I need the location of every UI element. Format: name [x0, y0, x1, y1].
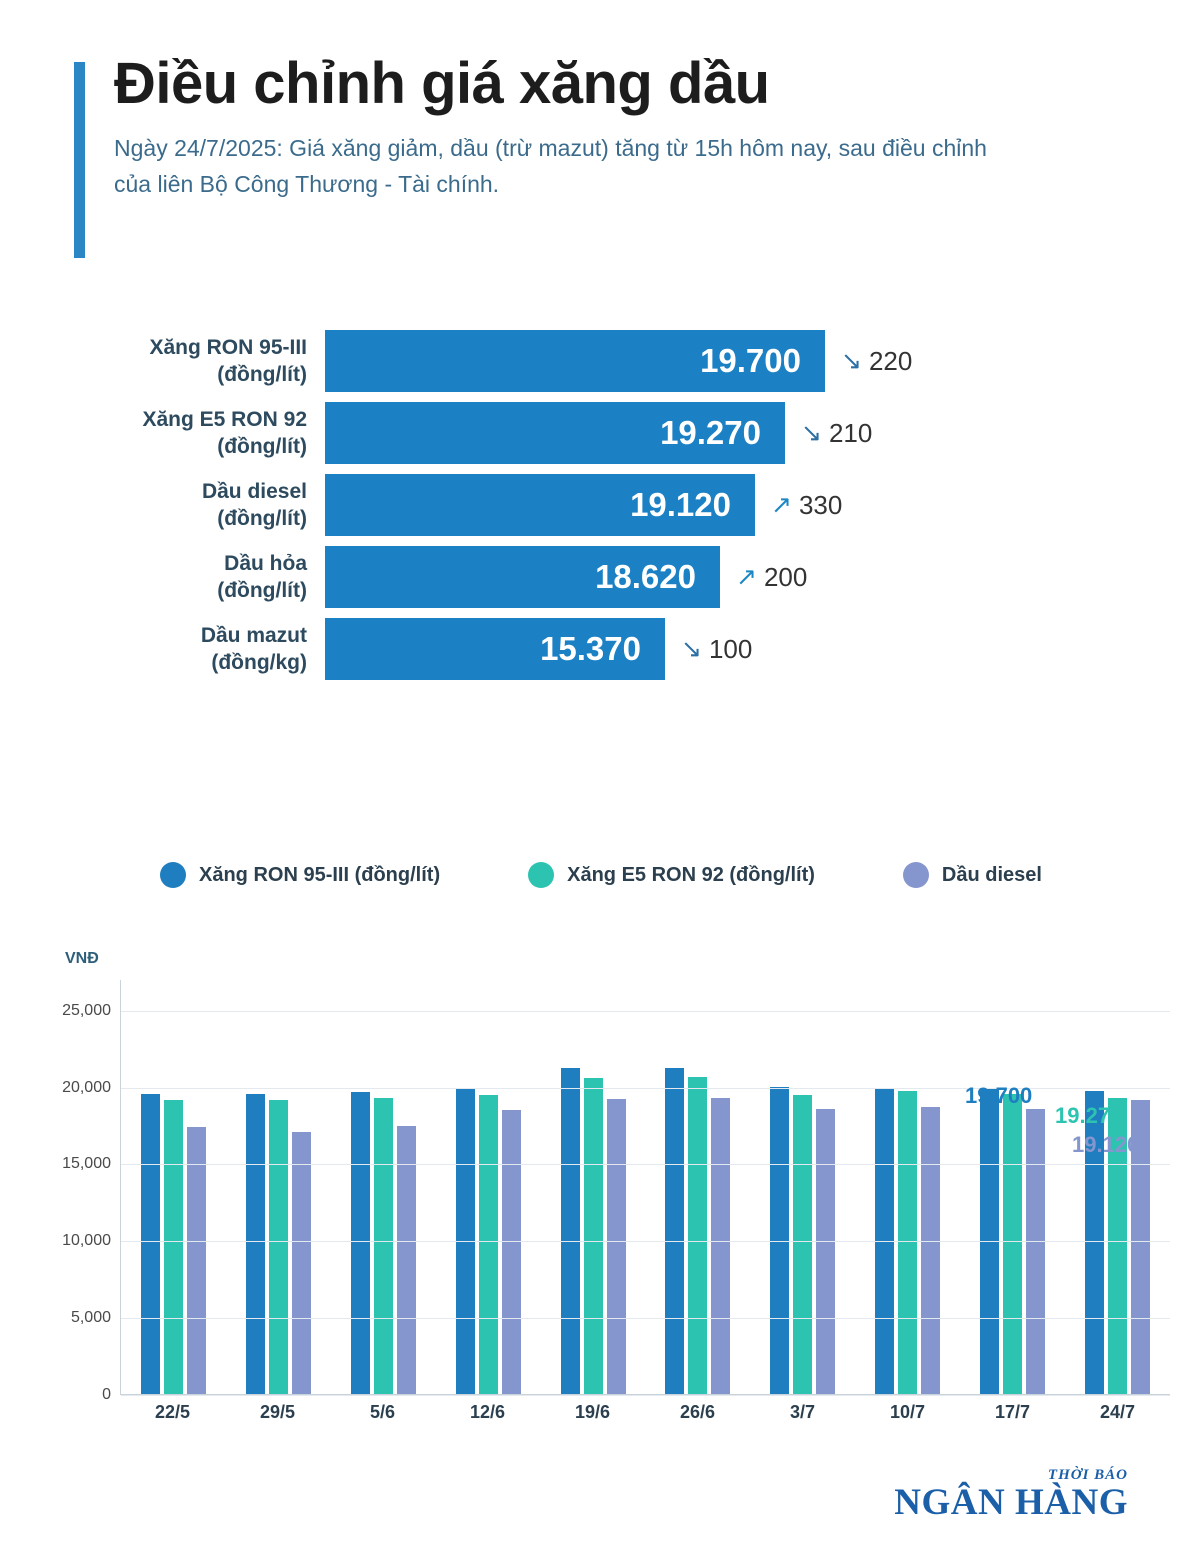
chart-bar-group: [541, 980, 646, 1394]
summary-bar-value: 15.370: [540, 630, 641, 667]
y-axis-unit-label: VNĐ: [65, 950, 99, 967]
legend-dot-icon: [528, 862, 554, 888]
price-history-chart: [60, 940, 1170, 1460]
y-axis-tick-label: 0: [102, 1386, 111, 1403]
arrow-down-icon: ↘: [681, 635, 702, 663]
chart-bar-group: [436, 980, 541, 1394]
summary-bar-row: [120, 474, 1110, 536]
summary-bar-delta: [771, 490, 842, 521]
chart-bar-group: [960, 980, 1065, 1394]
y-axis-tick-label: 25,000: [62, 1001, 111, 1019]
grid-line: [70, 1309, 1170, 1327]
summary-bar-label: [120, 622, 325, 677]
y-axis-tick-label: 20,000: [62, 1078, 111, 1096]
summary-bar-delta: [681, 634, 752, 665]
chart-bar: [898, 1091, 917, 1394]
delta-value: 330: [798, 489, 843, 520]
summary-bar-row: [120, 330, 1110, 392]
chart-bar: [1026, 1109, 1045, 1394]
delta-value: 210: [828, 417, 873, 448]
summary-bar-fill: [325, 402, 785, 464]
chart-bar: [793, 1095, 812, 1394]
summary-bar-row: [120, 546, 1110, 608]
legend-item-e5ron92: [528, 862, 815, 888]
chart-bar: [269, 1100, 288, 1394]
x-axis-tick-label: 22/5: [154, 1402, 191, 1422]
legend-item-diesel: [903, 862, 1042, 888]
fuel-unit: (đồng/lít): [217, 435, 307, 458]
summary-bar-fill: [325, 546, 720, 608]
arrow-up-icon: ↗: [771, 491, 792, 519]
publisher-logo: [894, 1467, 1128, 1523]
annotation-diesel: 19.120: [1072, 1132, 1140, 1157]
annotation-e5ron92: 19.270: [1055, 1103, 1123, 1128]
fuel-name: Dầu diesel: [201, 479, 307, 503]
chart-bar: [688, 1077, 707, 1394]
header: [74, 52, 1124, 202]
page-subtitle: Ngày 24/7/2025: Giá xăng giảm, dầu (trừ mazut) tăng từ 15h hôm nay, sau điều chỉnh của liên Bộ Công Thương - Tài chính.: [114, 134, 987, 197]
legend-item-ron95: [160, 862, 440, 888]
summary-bar-value: 19.120: [630, 486, 731, 523]
fuel-name: Dầu hỏa: [224, 551, 307, 575]
summary-bar-label: [120, 550, 325, 605]
chart-bar-group: [121, 980, 226, 1394]
chart-bar: [607, 1099, 626, 1394]
delta-value: 200: [763, 561, 808, 592]
chart-bar: [584, 1078, 603, 1394]
x-axis-tick-label: 26/6: [679, 1402, 716, 1422]
legend-dot-icon: [160, 862, 186, 888]
x-axis-tick-label: 17/7: [994, 1402, 1031, 1422]
x-axis-tick-label: 5/6: [369, 1402, 396, 1422]
logo-main-text: NGÂN HÀNG: [894, 1482, 1128, 1524]
summary-bar-fill: [325, 618, 665, 680]
chart-plot-area: [62, 980, 1170, 1403]
summary-bar-value: 19.270: [660, 414, 761, 451]
chart-bar: [397, 1126, 416, 1394]
chart-bar-group: [1065, 980, 1170, 1394]
x-axis-tick-label: 29/5: [259, 1402, 296, 1422]
chart-bar: [479, 1095, 498, 1394]
legend-label: Xăng E5 RON 92 (đồng/lít): [567, 863, 815, 886]
chart-bar: [246, 1094, 265, 1394]
summary-bar-value: 19.700: [700, 342, 801, 379]
summary-bar-delta: [841, 346, 912, 377]
logo-top-text: THỜI BÁO: [1047, 1467, 1128, 1484]
chart-bar-group: [226, 980, 331, 1394]
summary-bar-list: [120, 330, 1110, 690]
chart-bar: [1003, 1094, 1022, 1394]
summary-bar-row: [120, 402, 1110, 464]
arrow-down-icon: ↘: [841, 347, 862, 375]
chart-bar: [711, 1098, 730, 1394]
grid-line: [62, 1155, 1170, 1173]
grid-line: [62, 1001, 1170, 1019]
annotation-ron95: 19.700: [965, 1083, 1033, 1108]
chart-bar: [561, 1068, 580, 1394]
x-axis-tick-label: 19/6: [574, 1402, 611, 1422]
chart-bar-group: [855, 980, 960, 1394]
chart-bar: [351, 1092, 370, 1394]
chart-bar: [141, 1094, 160, 1394]
chart-bar: [921, 1107, 940, 1394]
chart-bar-group: [646, 980, 751, 1394]
fuel-name: Xăng RON 95-III: [149, 335, 307, 359]
fuel-unit: (đồng/lít): [217, 363, 307, 386]
x-axis-tick-label: 3/7: [789, 1402, 816, 1422]
summary-bar-value: 18.620: [595, 558, 696, 595]
summary-bar-fill: [325, 330, 825, 392]
legend-label: Xăng RON 95-III (đồng/lít): [199, 863, 441, 886]
summary-bar-label: [120, 334, 325, 389]
delta-value: 220: [868, 345, 913, 376]
chart-bar: [187, 1127, 206, 1394]
chart-bar: [164, 1100, 183, 1394]
chart-bar-groups: [121, 980, 1170, 1394]
page-title: Điều chỉnh giá xăng dầu: [114, 51, 770, 116]
fuel-unit: (đồng/lít): [217, 507, 307, 530]
grid-line: [62, 1232, 1170, 1250]
chart-bar: [816, 1109, 835, 1394]
summary-bar-label: [120, 406, 325, 461]
grid-line: [102, 1386, 1170, 1403]
delta-value: 100: [708, 633, 753, 664]
y-axis-tick-label: 5,000: [70, 1309, 111, 1327]
summary-bar-delta: [736, 562, 807, 593]
chart-bar: [374, 1098, 393, 1394]
chart-bar-group: [331, 980, 436, 1394]
summary-bar-row: [120, 618, 1110, 680]
x-axis-labels: [120, 1402, 1170, 1423]
summary-bar-fill: [325, 474, 755, 536]
chart-legend: [160, 862, 1130, 888]
summary-bar-label: [120, 478, 325, 533]
fuel-unit: (đồng/kg): [211, 651, 307, 674]
x-axis-tick-label: 10/7: [889, 1402, 926, 1422]
header-accent-bar: [74, 62, 85, 258]
arrow-up-icon: ↗: [736, 563, 757, 591]
x-axis-tick-label: 12/6: [469, 1402, 506, 1422]
x-axis-tick-label: 24/7: [1099, 1402, 1136, 1422]
chart-bar: [665, 1068, 684, 1394]
summary-bar-delta: [801, 418, 872, 449]
chart-bar: [502, 1110, 521, 1394]
arrow-down-icon: ↘: [801, 419, 822, 447]
legend-dot-icon: [903, 862, 929, 888]
y-axis-tick-label: 10,000: [62, 1232, 111, 1250]
chart-bar: [292, 1132, 311, 1394]
y-axis-tick-label: 15,000: [62, 1155, 111, 1173]
chart-bar-group: [750, 980, 855, 1394]
legend-label: Dầu diesel: [941, 863, 1042, 886]
fuel-unit: (đồng/lít): [217, 579, 307, 602]
fuel-name: Dầu mazut: [200, 623, 307, 647]
fuel-name: Xăng E5 RON 92: [142, 407, 307, 431]
